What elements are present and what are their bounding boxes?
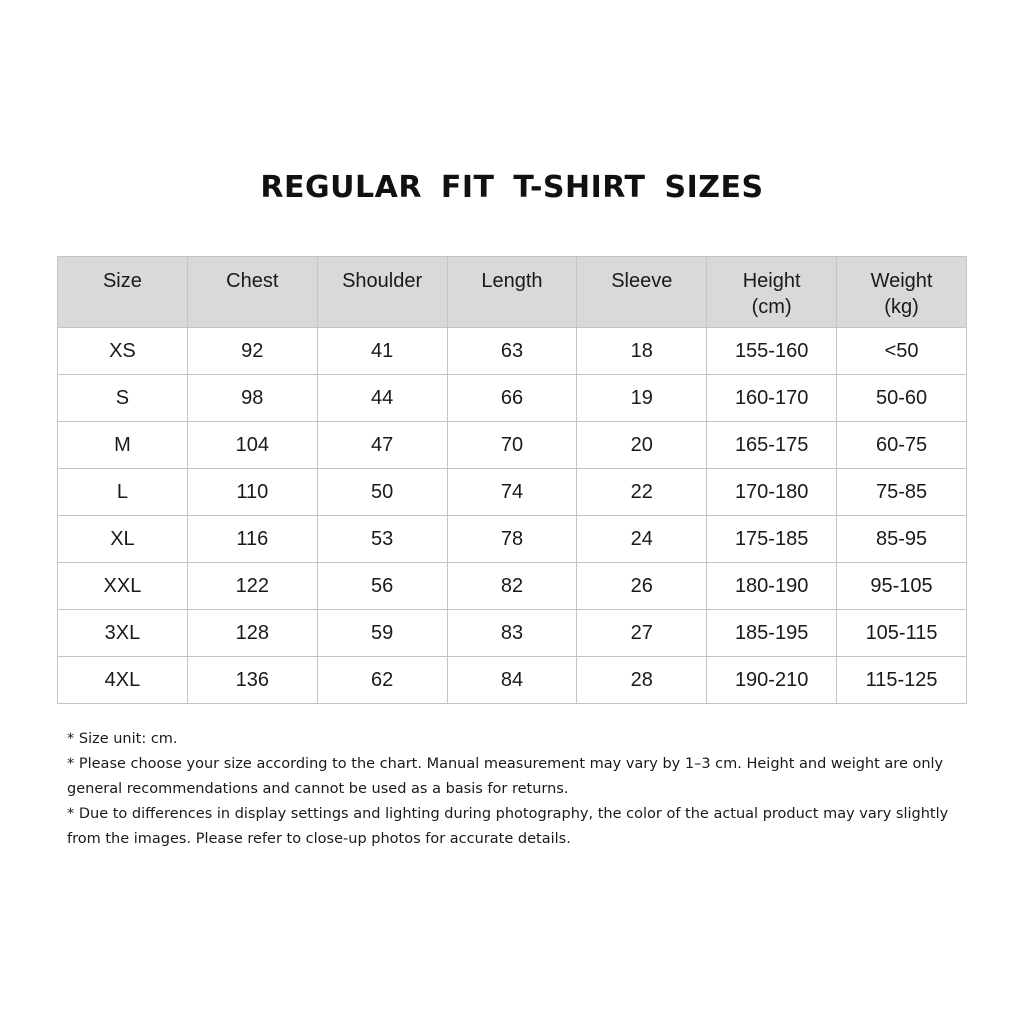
header-length: [447, 257, 577, 328]
note-size-unit: * Size unit: cm.: [67, 731, 178, 747]
cell-length: 82: [447, 563, 577, 610]
cell-chest: 136: [187, 657, 317, 704]
cell-size: L: [58, 469, 188, 516]
cell-shoulder: 62: [317, 657, 447, 704]
cell-height: 155-160: [707, 328, 837, 375]
cell-size: XL: [58, 516, 188, 563]
note-measurement: * Please choose your size according to the chart. Manual measurement may vary by 1–3 cm. Height and weight are only general recommendations and cannot be used as a basis for returns.: [67, 756, 944, 797]
cell-size: M: [58, 422, 188, 469]
header-height: [707, 257, 837, 328]
table-header: [58, 257, 967, 328]
cell-sleeve: 18: [577, 328, 707, 375]
header-label: Length: [481, 270, 543, 292]
table-row: [58, 563, 967, 610]
cell-chest: 92: [187, 328, 317, 375]
cell-sleeve: 20: [577, 422, 707, 469]
cell-sleeve: 28: [577, 657, 707, 704]
table-body: [58, 328, 967, 704]
note-color-disclaimer: * Due to differences in display settings and lighting during photography, the color of the actual product may vary slightly from the images. Please refer to close-up photos for accurate details.: [67, 806, 949, 847]
cell-length: 83: [447, 610, 577, 657]
cell-shoulder: 50: [317, 469, 447, 516]
page-title: REGULAR FIT T-SHIRT SIZES: [260, 170, 764, 205]
cell-height: 165-175: [707, 422, 837, 469]
cell-height: 180-190: [707, 563, 837, 610]
cell-length: 74: [447, 469, 577, 516]
cell-height: 175-185: [707, 516, 837, 563]
cell-sleeve: 26: [577, 563, 707, 610]
cell-length: 78: [447, 516, 577, 563]
header-unit: (kg): [884, 296, 919, 318]
cell-length: 63: [447, 328, 577, 375]
header-row: [58, 257, 967, 328]
cell-length: 66: [447, 375, 577, 422]
cell-height: 185-195: [707, 610, 837, 657]
table-row: [58, 469, 967, 516]
cell-chest: 110: [187, 469, 317, 516]
table-row: [58, 422, 967, 469]
cell-size: XXL: [58, 563, 188, 610]
cell-height: 160-170: [707, 375, 837, 422]
header-label: Sleeve: [611, 270, 673, 292]
header-chest: [187, 257, 317, 328]
header-size: [58, 257, 188, 328]
header-weight: [837, 257, 967, 328]
cell-chest: 104: [187, 422, 317, 469]
cell-sleeve: 19: [577, 375, 707, 422]
cell-chest: 98: [187, 375, 317, 422]
cell-size: 3XL: [58, 610, 188, 657]
table-row: [58, 375, 967, 422]
cell-height: 190-210: [707, 657, 837, 704]
cell-size: S: [58, 375, 188, 422]
cell-shoulder: 53: [317, 516, 447, 563]
cell-length: 84: [447, 657, 577, 704]
header-label: Height: [742, 270, 801, 292]
cell-sleeve: 24: [577, 516, 707, 563]
cell-chest: 122: [187, 563, 317, 610]
cell-shoulder: 47: [317, 422, 447, 469]
cell-chest: 128: [187, 610, 317, 657]
size-notes: [67, 727, 967, 852]
cell-weight: 75-85: [837, 469, 967, 516]
cell-weight: 50-60: [837, 375, 967, 422]
table-row: [58, 328, 967, 375]
cell-shoulder: 41: [317, 328, 447, 375]
header-label: Shoulder: [342, 270, 423, 292]
cell-weight: 60-75: [837, 422, 967, 469]
header-label: Size: [102, 270, 142, 292]
cell-shoulder: 44: [317, 375, 447, 422]
cell-size: XS: [58, 328, 188, 375]
cell-length: 70: [447, 422, 577, 469]
table-row: [58, 657, 967, 704]
header-label: Weight: [870, 270, 933, 292]
header-unit: (cm): [751, 296, 792, 318]
table-row: [58, 516, 967, 563]
cell-sleeve: 27: [577, 610, 707, 657]
cell-weight: 85-95: [837, 516, 967, 563]
header-label: Chest: [226, 270, 279, 292]
cell-shoulder: 56: [317, 563, 447, 610]
cell-chest: 116: [187, 516, 317, 563]
header-shoulder: [317, 257, 447, 328]
cell-sleeve: 22: [577, 469, 707, 516]
cell-shoulder: 59: [317, 610, 447, 657]
size-chart-table: [57, 256, 967, 704]
cell-height: 170-180: [707, 469, 837, 516]
table-row: [58, 610, 967, 657]
cell-weight: 105-115: [837, 610, 967, 657]
cell-weight: 95-105: [837, 563, 967, 610]
cell-weight: <50: [837, 328, 967, 375]
cell-size: 4XL: [58, 657, 188, 704]
cell-weight: 115-125: [837, 657, 967, 704]
header-sleeve: [577, 257, 707, 328]
